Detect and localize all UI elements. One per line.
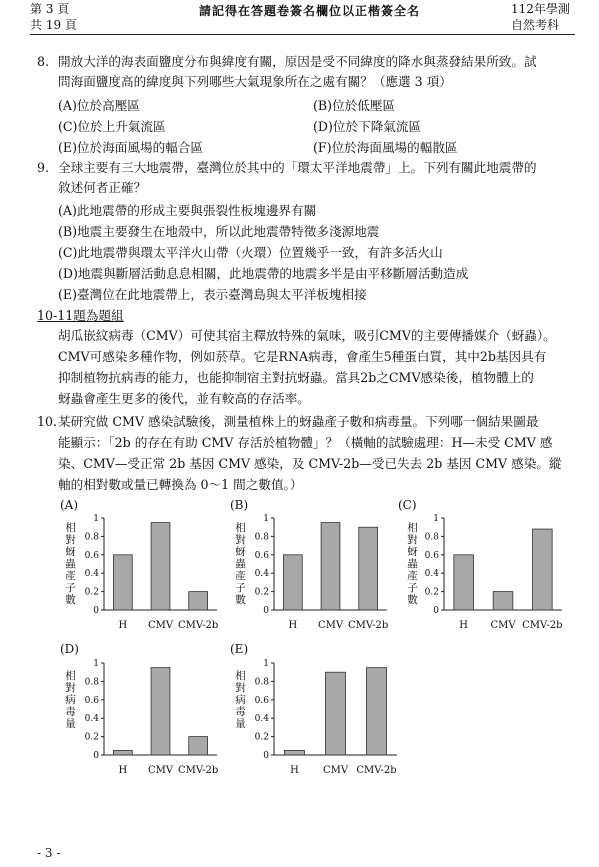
bar-h xyxy=(454,555,474,610)
bar-h xyxy=(285,750,305,755)
chart-c-panel-label: (C) xyxy=(398,498,417,512)
x-tick-label: CMV-2b xyxy=(177,620,219,631)
x-tick-label: H xyxy=(118,765,128,776)
bar-cmv xyxy=(151,668,170,755)
x-tick-label: H xyxy=(118,620,128,631)
bar-h xyxy=(113,750,132,755)
chart-d-ylabel: 相對病毒量 xyxy=(65,670,76,730)
y-tick-label: 0.4 xyxy=(84,569,99,580)
y-tick-label: 0.8 xyxy=(254,677,269,688)
y-tick-label: 0 xyxy=(263,751,269,761)
x-tick-label: CMV-2b xyxy=(177,765,219,776)
bar-cmv-2b xyxy=(189,592,208,610)
q9-option-d: (D)地震與斷層活動息息相關，此地震帶的地震多半是由平移斷層活動造成 xyxy=(58,266,469,281)
y-tick-label: 0.2 xyxy=(84,732,99,743)
group-text-line4: 蚜蟲會產生更多的後代，並有較高的存活率。 xyxy=(58,391,310,406)
q9-number: 9. xyxy=(37,160,50,175)
q10-text-line3: 染、CMV—受正常 2b 基因 CMV 感染，及 CMV-2b—受已失去 2b 基因 CMV 感染。縱 xyxy=(58,456,562,471)
exam-year: 112年學測 xyxy=(511,2,570,16)
chart-b-ylabel: 相對蚜蟲產子數 xyxy=(235,522,246,606)
q8-option-a: (A)位於高壓區 xyxy=(58,98,140,113)
bar-cmv xyxy=(321,523,340,610)
y-tick-label: 0 xyxy=(93,606,99,616)
y-tick-label: 0.8 xyxy=(254,532,269,543)
y-tick-label: 1 xyxy=(263,659,269,669)
x-tick-label: CMV xyxy=(490,620,516,631)
y-tick-label: 0.6 xyxy=(84,695,99,706)
x-tick-label: CMV-2b xyxy=(347,620,389,631)
page-number: 第 3 頁 xyxy=(30,2,70,16)
x-tick-label: CMV xyxy=(322,765,349,776)
y-tick-label: 1 xyxy=(93,514,99,524)
bar-cmv-2b xyxy=(359,527,378,610)
y-tick-label: 0.4 xyxy=(84,714,99,725)
x-tick-label: H xyxy=(459,620,469,631)
chart-a xyxy=(80,510,225,640)
x-tick-label: CMV xyxy=(147,765,174,776)
chart-c-ylabel: 相對蚜蟲產子數 xyxy=(407,522,418,606)
y-tick-label: 1 xyxy=(433,514,439,524)
chart-a-panel-label: (A) xyxy=(60,498,79,512)
y-tick-label: 0 xyxy=(433,606,439,616)
chart-c xyxy=(420,510,570,640)
chart-e-panel-label: (E) xyxy=(230,642,249,656)
x-tick-label: CMV-2b xyxy=(522,620,563,631)
total-pages: 共 19 頁 xyxy=(30,18,77,32)
x-tick-label: CMV xyxy=(317,620,344,631)
q8-option-d: (D)位於下降氣流區 xyxy=(313,119,422,134)
q10-text-line1: 某研究做 CMV 感染試驗後，測量植株上的蚜蟲產子數和病毒量。下列哪一個結果圖最 xyxy=(58,414,539,429)
q10-text-line4: 軸的相對數或量已轉換為 0～1 間之數值。） xyxy=(58,477,303,492)
bar-cmv-2b xyxy=(367,668,387,755)
x-tick-label: H xyxy=(288,620,298,631)
header-divider xyxy=(30,34,575,35)
q9-text-line1: 全球主要有三大地震帶，臺灣位於其中的「環太平洋地震帶」上。下列有關此地震帶的 xyxy=(58,160,537,175)
group-text-line3: 抑制植物抗病毒的能力，也能抑制宿主對抗蚜蟲。當具2b之CMV感染後，植物體上的 xyxy=(58,370,534,385)
y-tick-label: 1 xyxy=(93,659,99,669)
y-tick-label: 0.4 xyxy=(254,714,269,725)
q9-text-line2: 敘述何者正確？ xyxy=(58,180,147,195)
y-tick-label: 0.2 xyxy=(254,587,269,598)
q8-number: 8. xyxy=(37,54,50,69)
q8-text-line1: 開放大洋的海表面鹽度分布與緯度有關，原因是受不同緯度的降水與蒸發結果所致。試 xyxy=(58,54,537,69)
y-tick-label: 0.2 xyxy=(424,587,439,598)
y-tick-label: 0.6 xyxy=(84,550,99,561)
x-tick-label: H xyxy=(290,765,299,776)
bar-cmv xyxy=(493,592,513,610)
group-text-line1: 胡瓜嵌紋病毒（CMV）可使其宿主釋放特殊的氣味，吸引CMV的主要傳播媒介（蚜蟲）。 xyxy=(58,328,556,343)
y-tick-label: 1 xyxy=(263,514,269,524)
q9-option-b: (B)地震主要發生在地殼中，所以此地震帶特徵多淺源地震 xyxy=(58,224,380,239)
chart-e xyxy=(250,655,405,785)
q9-option-c: (C)此地震帶與環太平洋火山帶（火環）位置幾乎一致，有許多活火山 xyxy=(58,245,443,260)
x-tick-label: CMV xyxy=(147,620,174,631)
chart-b xyxy=(250,510,395,640)
q10-text-line2: 能顯示：「2b 的存在有助 CMV 存活於植物體」？（橫軸的試驗處理：H—未受 CMV 感 xyxy=(58,435,553,450)
subject: 自然考科 xyxy=(511,18,560,32)
chart-a-ylabel: 相對蚜蟲產子數 xyxy=(65,522,76,606)
bar-cmv xyxy=(326,672,346,755)
q8-text-line2: 問海面鹽度高的緯度與下列哪些大氣現象所在之處有關？（應選 3 項） xyxy=(58,74,452,89)
y-tick-label: 0.2 xyxy=(84,587,99,598)
y-tick-label: 0.6 xyxy=(424,550,439,561)
bar-cmv-2b xyxy=(189,737,208,755)
bar-h xyxy=(113,555,132,610)
y-tick-label: 0.4 xyxy=(424,569,439,580)
x-tick-label: CMV-2b xyxy=(356,765,397,776)
bar-cmv-2b xyxy=(533,529,553,610)
y-tick-label: 0.4 xyxy=(254,569,269,580)
chart-e-ylabel: 相對病毒量 xyxy=(235,670,246,730)
q8-option-f: (F)位於海面風場的輻散區 xyxy=(313,140,458,155)
q9-option-e: (E)臺灣位在此地震帶上，表示臺灣島與太平洋板塊相接 xyxy=(58,287,367,302)
q8-option-b: (B)位於低壓區 xyxy=(313,98,396,113)
q8-option-c: (C)位於上升氣流區 xyxy=(58,119,166,134)
y-tick-label: 0.8 xyxy=(84,532,99,543)
chart-d xyxy=(80,655,225,785)
q8-option-e: (E)位於海面風場的輻合區 xyxy=(58,140,203,155)
signature-notice: 請記得在答題卷簽名欄位以正楷簽全名 xyxy=(199,4,421,18)
group-text-line2: CMV可感染多種作物，例如菸草。它是RNA病毒，會產生5種蛋白質，其中2b基因具有 xyxy=(58,349,547,364)
q10-number: 10. xyxy=(37,414,58,429)
bar-cmv xyxy=(151,523,170,610)
y-tick-label: 0.6 xyxy=(254,695,269,706)
y-tick-label: 0 xyxy=(263,606,269,616)
y-tick-label: 0 xyxy=(93,751,99,761)
y-tick-label: 0.8 xyxy=(424,532,439,543)
page-marker: - 3 - xyxy=(37,846,61,860)
y-tick-label: 0.6 xyxy=(254,550,269,561)
y-tick-label: 0.8 xyxy=(84,677,99,688)
chart-b-panel-label: (B) xyxy=(230,498,249,512)
chart-d-panel-label: (D) xyxy=(60,642,79,656)
group-title: 10-11題為題組 xyxy=(37,308,124,323)
q9-option-a: (A)此地震帶的形成主要與張裂性板塊邊界有關 xyxy=(58,203,317,218)
bar-h xyxy=(283,555,302,610)
y-tick-label: 0.2 xyxy=(254,732,269,743)
